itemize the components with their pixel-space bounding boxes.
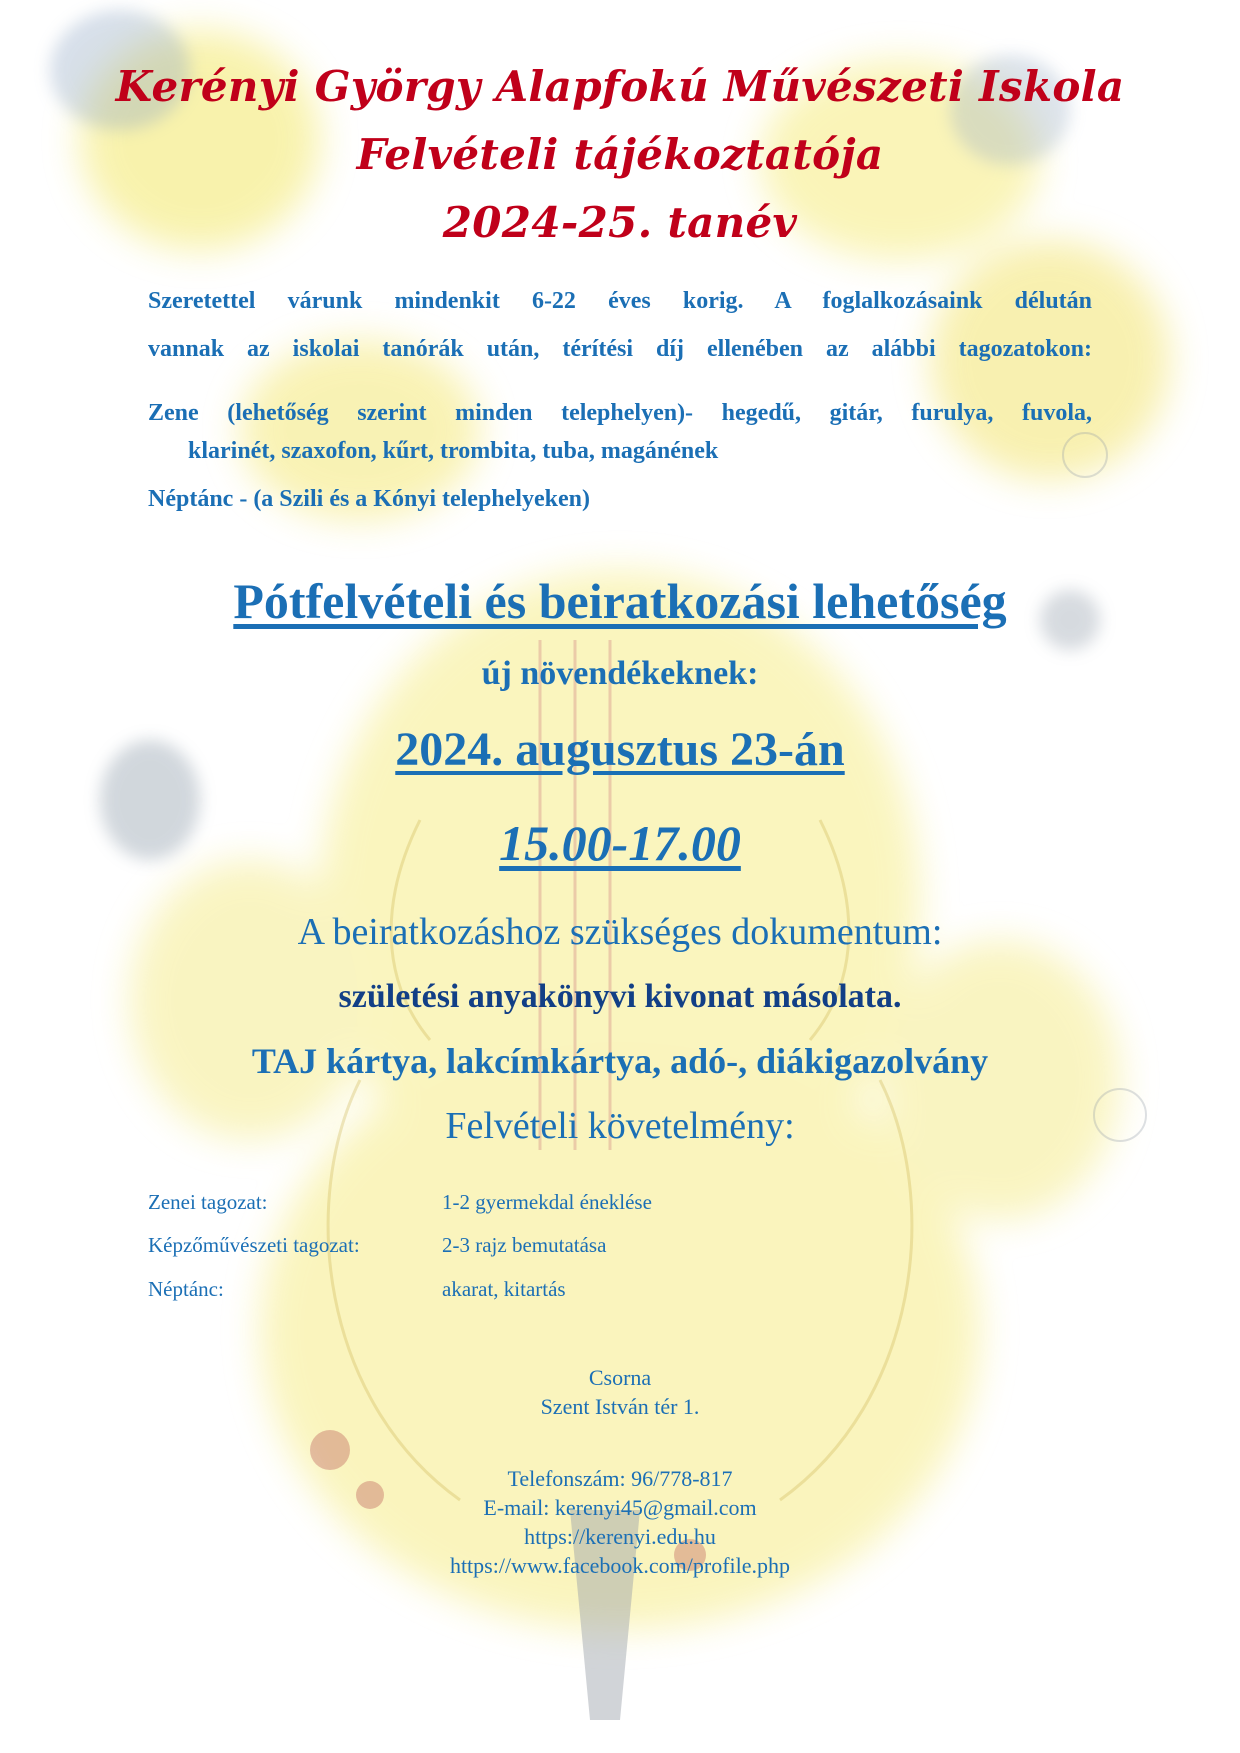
requirement-row-fine-arts bbox=[148, 1233, 848, 1259]
required-document-2: TAJ kártya, lakcímkártya, adó-, diákigazolvány bbox=[251, 1041, 989, 1081]
facebook-link[interactable]: https://www.facebook.com/profile.php bbox=[449, 1553, 791, 1578]
address-street: Szent István tér 1. bbox=[540, 1394, 700, 1419]
address-city: Csorna bbox=[588, 1365, 652, 1390]
phone-number: Telefonszám: 96/778-817 bbox=[507, 1466, 733, 1491]
enrollment-date: 2024. augusztus 23-án bbox=[395, 723, 845, 776]
announcement-subheading: új növendékeknek: bbox=[481, 655, 759, 692]
requirement-row-folk-dance bbox=[148, 1277, 848, 1303]
requirement-label: Zenei tagozat: bbox=[148, 1190, 268, 1214]
folk-dance-department: Néptánc - (a Szili és a Kónyi telephelyeken) bbox=[148, 486, 590, 512]
music-departments-line-1: Zene (lehetőség szerint minden telephelyen)- hegedű, gitár, furulya, fuvola, bbox=[148, 400, 1092, 426]
website-link[interactable]: https://kerenyi.edu.hu bbox=[524, 1524, 716, 1549]
requirement-value: 1-2 gyermekdal éneklése bbox=[442, 1190, 652, 1214]
enrollment-time: 15.00-17.00 bbox=[499, 815, 741, 871]
announcement-heading: Pótfelvételi és beiratkozási lehetőség bbox=[233, 573, 1007, 629]
requirement-label: Képzőművészeti tagozat: bbox=[148, 1233, 360, 1257]
intro-line-2: vannak az iskolai tanórák után, térítési díj ellenében az alábbi tagozatokon: bbox=[148, 336, 1092, 362]
requirement-value: 2-3 rajz bemutatása bbox=[442, 1233, 607, 1257]
music-departments-line-2: klarinét, szaxofon, kűrt, trombita, tuba, magánének bbox=[188, 438, 719, 464]
required-document-1: születési anyakönyvi kivonat másolata. bbox=[338, 978, 902, 1015]
school-name-title: Kerényi György Alapfokú Művészeti Iskola bbox=[115, 62, 1125, 111]
school-year-title: 2024-25. tanév bbox=[442, 198, 798, 247]
intro-line-1: Szeretettel várunk mindenkit 6-22 éves korig. A foglalkozásaink délután bbox=[148, 288, 1092, 314]
notice-title: Felvételi tájékoztatója bbox=[356, 130, 884, 179]
email-address[interactable]: E-mail: kerenyi45@gmail.com bbox=[483, 1495, 757, 1520]
required-documents-heading: A beiratkozáshoz szükséges dokumentum: bbox=[297, 911, 943, 953]
requirements-heading: Felvételi követelmény: bbox=[445, 1105, 795, 1147]
requirement-row-music bbox=[148, 1190, 848, 1216]
requirement-label: Néptánc: bbox=[148, 1277, 224, 1301]
requirement-value: akarat, kitartás bbox=[442, 1277, 566, 1301]
